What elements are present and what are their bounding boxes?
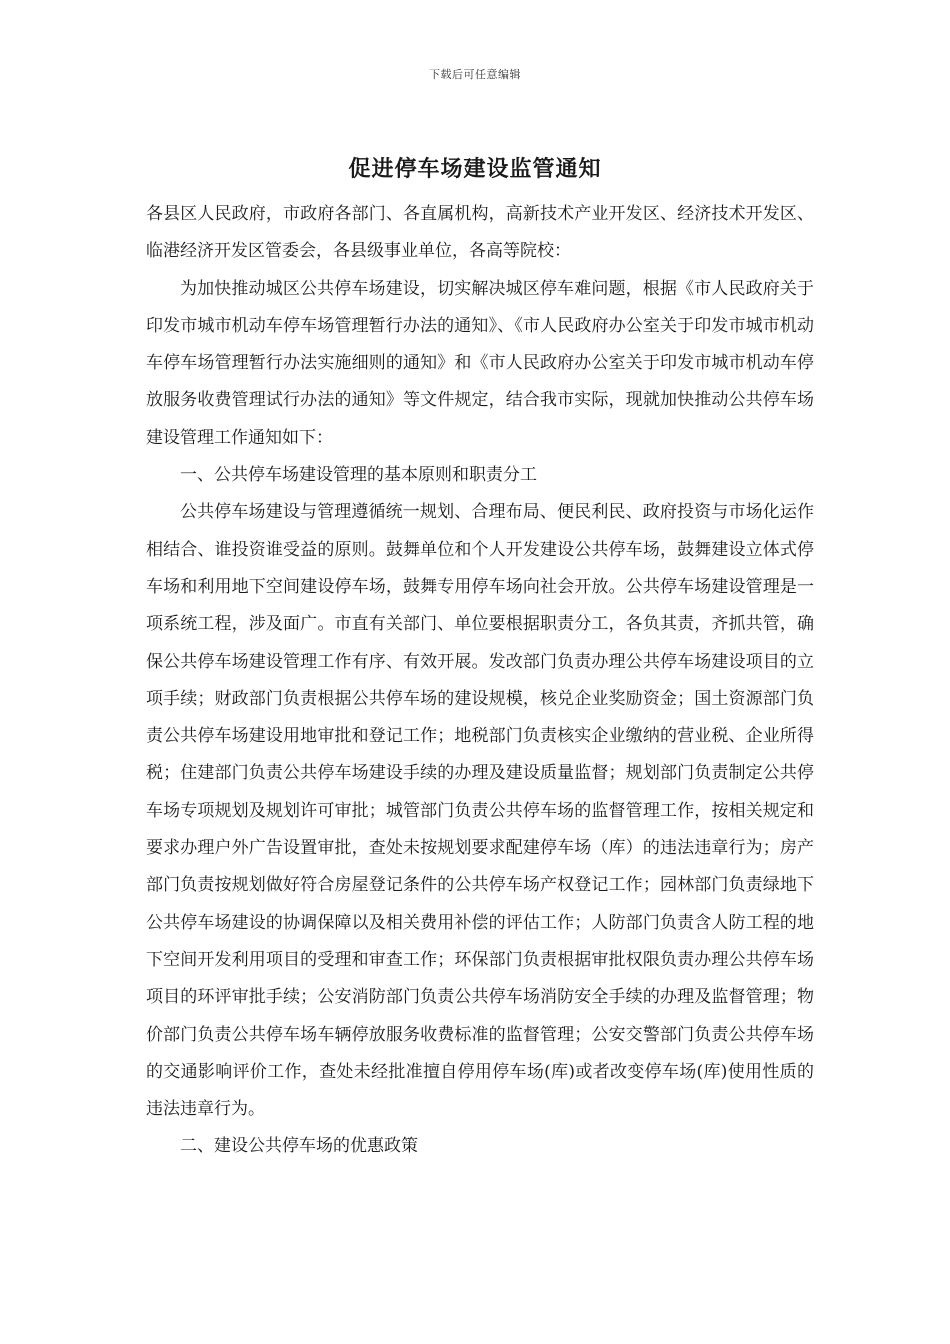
header-note: 下载后可任意编辑 <box>429 68 521 81</box>
section-2-heading: 二、建设公共停车场的优惠政策 <box>180 1136 418 1157</box>
intro-paragraph: 为加快推动城区公共停车场建设，切实解决城区停车难问题，根据《市人民政府关于印发市城市机动车停车场管理暂行办法的通知》、《市人民政府办公室关于印发市城市机动车停车场管理暂行办法实施细则的通知》和《市人民政府办公室关于印发市城市机动车停放服务收费管理试行办法的通知》等文件规定，结合我市实际，现就加快推动公共停车场建设管理工作通知如下： <box>146 278 814 448</box>
document-title: 促进停车场建设监管通知 <box>348 156 602 182</box>
document-body <box>146 196 814 1166</box>
section-1-paragraph: 公共停车场建设与管理遵循统一规划、合理布局、便民利民、政府投资与市场化运作相结合、谁投资谁受益的原则。鼓舞单位和个人开发建设公共停车场，鼓舞建设立体式停车场和利用地下空间建设停车场，鼓舞专用停车场向社会开放。公共停车场建设管理是一项系统工程，涉及面广。市直有关部门、单位要根据职责分工，各负其责，齐抓共管，确保公共停车场建设管理工作有序、有效开展。发改部门负责办理公共停车场建设项目的立项手续；财政部门负责根据公共停车场的建设规模，核兑企业奖励资金；国土资源部门负责公共停车场建设用地审批和登记工作；地税部门负责核实企业缴纳的营业税、企业所得税；住建部门负责公共停车场建设手续的办理及建设质量监督；规划部门负责制定公共停车场专项规划及规划许可审批；城管部门负责公共停车场的监督管理工作，按相关规定和要求办理户外广告设置审批，查处未按规划要求配建停车场（库）的违法违章行为；房产部门负责按规划做好符合房屋登记条件的公共停车场产权登记工作；园林部门负责绿地下公共停车场建设的协调保障以及相关费用补偿的评估工作；人防部门负责含人防工程的地下空间开发利用项目的受理和审查工作；环保部门负责根据审批权限负责办理公共停车场项目的环评审批手续；公安消防部门负责公共停车场消防安全手续的办理及监督管理；物价部门负责公共停车场车辆停放服务收费标准的监督管理；公安交警部门负责公共停车场的交通影响评价工作，查处未经批准擅自停用停车场(库)或者改变停车场(库)使用性质的违法违章行为。 <box>146 502 814 1120</box>
addressee-paragraph: 各县区人民政府，市政府各部门、各直属机构，高新技术产业开发区、经济技术开发区、临港经济开发区管委会，各县级事业单位，各高等院校： <box>146 204 814 262</box>
section-1-heading: 一、公共停车场建设管理的基本原则和职责分工 <box>180 465 537 486</box>
